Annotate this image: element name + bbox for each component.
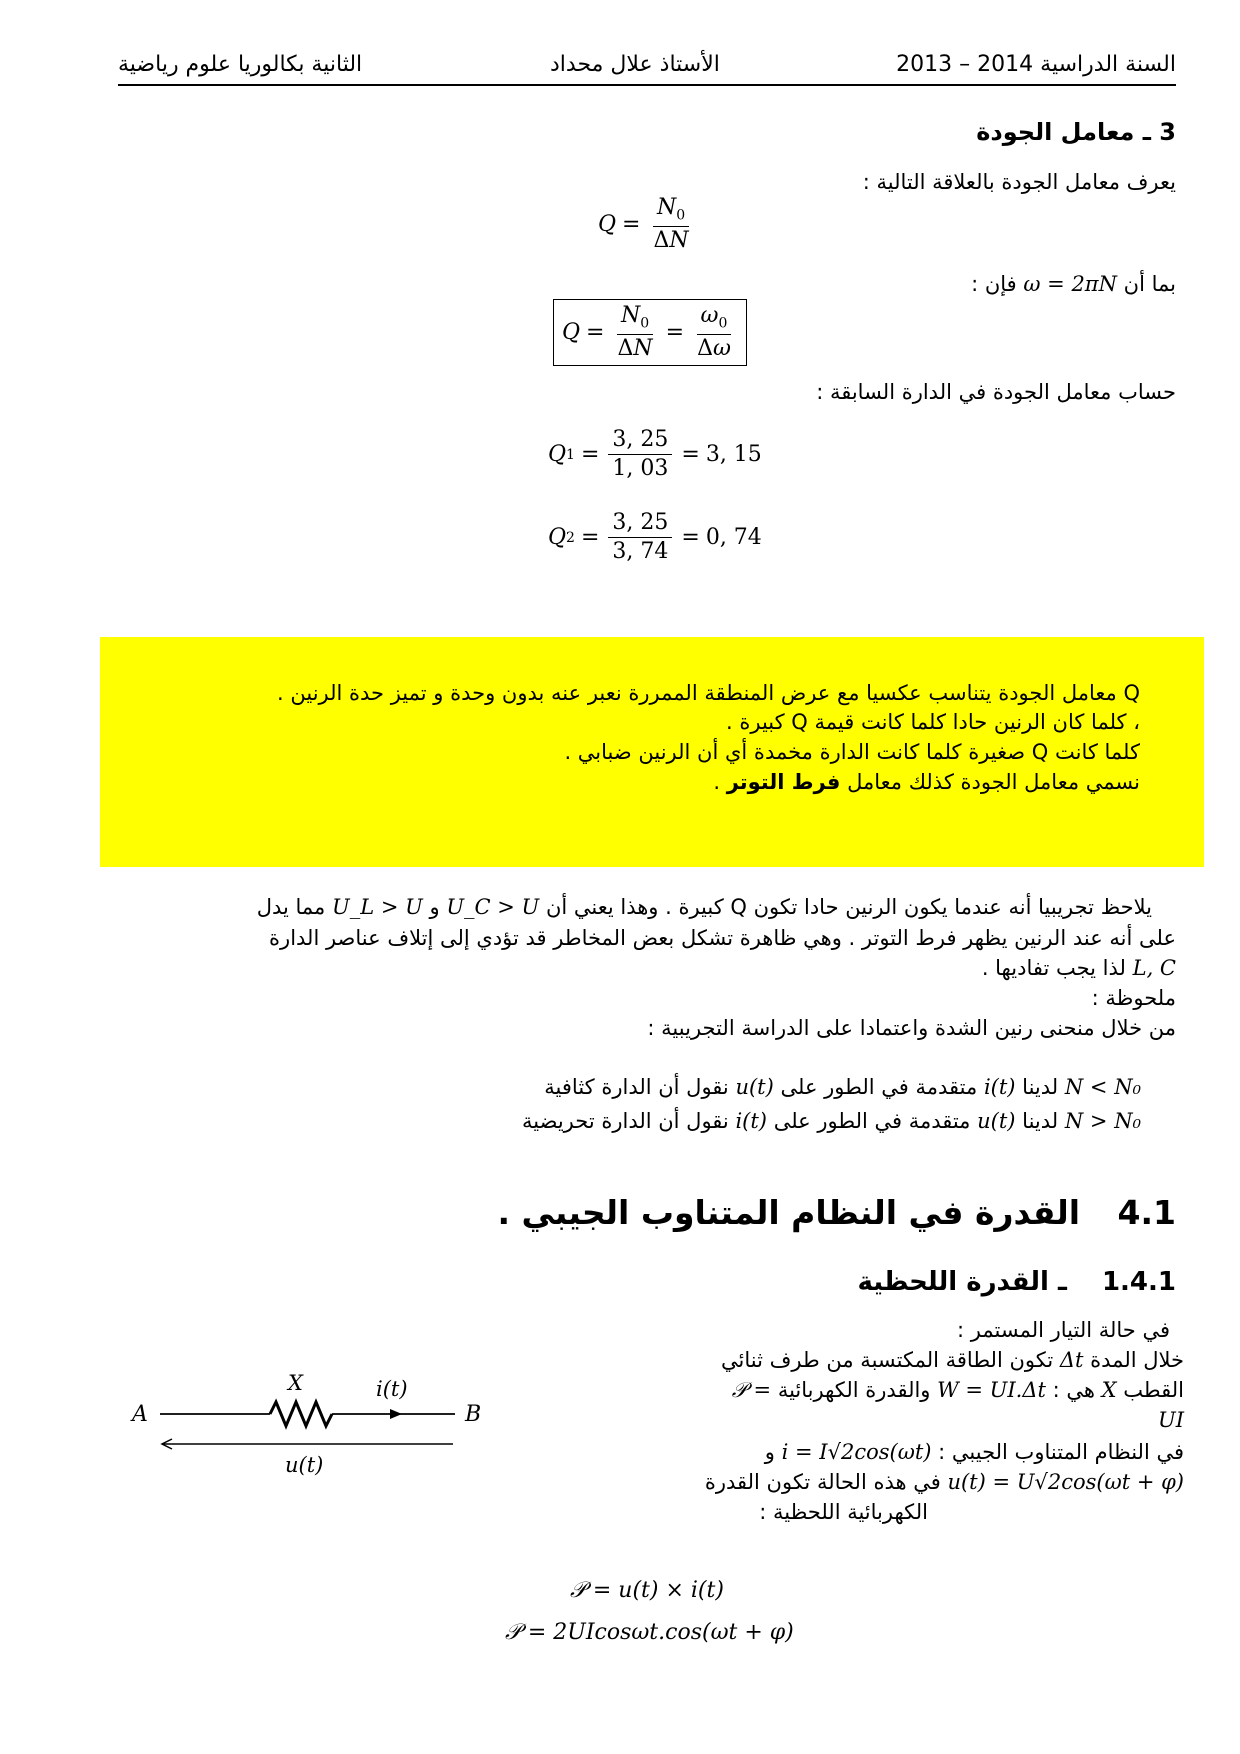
section-3-intro: يعرف معامل الجودة بالعلاقة التالية : bbox=[862, 170, 1176, 194]
q1-sub: 1 bbox=[566, 446, 575, 463]
circuit-label-i: i(t) bbox=[376, 1377, 408, 1401]
dc-l2-math: Δt bbox=[1059, 1348, 1084, 1372]
q2-equation: Q 2 = $\frac{3, 25}{3, 74}$ = 0, 74 bbox=[548, 510, 762, 565]
dc-l2-post: تكون الطاقة المكتسبة من طرف ثنائي bbox=[721, 1348, 1054, 1372]
case-2 bbox=[522, 1109, 1141, 1133]
power-eq-2-text: 𝒫 = 2UIcosωt.cos(ωt + φ) bbox=[505, 1620, 794, 1645]
ac-l5-post: و bbox=[764, 1440, 775, 1464]
paragraph-line-3 bbox=[982, 956, 1176, 980]
section-1-4-1-heading bbox=[857, 1267, 1176, 1297]
since-pre: بما أن bbox=[1123, 272, 1176, 296]
highlight-box bbox=[100, 637, 1204, 867]
note-intro: من خلال منحنى رنين الشدة واعتمادا على الدراسة التجريبية : bbox=[647, 1016, 1176, 1040]
circuit-label-b: B bbox=[465, 1402, 482, 1427]
q1-result: 3, 15 bbox=[705, 442, 762, 468]
dc-line-3 bbox=[732, 1378, 1184, 1403]
note-label: ملحوظة : bbox=[1091, 986, 1176, 1010]
ac-line-1 bbox=[765, 1440, 1184, 1464]
circuit-label-u: u(t) bbox=[285, 1453, 324, 1477]
para-l1-and: و bbox=[429, 895, 440, 919]
paragraph-line-2: على أنه عند الرنين يظهر فرط التوتر . وهي ظاهرة تشكل بعض المخاطر قد تؤدي إلى إتلاف عناصر الدارة bbox=[269, 926, 1176, 950]
since-math: ω = 2πN bbox=[1023, 272, 1117, 296]
case2-m1: N > N₀ bbox=[1064, 1109, 1141, 1133]
section-4-1-heading bbox=[498, 1193, 1176, 1232]
dc-l3-pre: القطب bbox=[1123, 1378, 1184, 1402]
circuit-label-a: A bbox=[132, 1402, 148, 1427]
case2-c: نقول أن الدارة تحريضية bbox=[522, 1109, 729, 1133]
case1-m1: N < N₀ bbox=[1064, 1075, 1141, 1099]
power-equation-1 bbox=[570, 1578, 724, 1603]
dc-line-2 bbox=[721, 1348, 1184, 1372]
q1-equation: Q 1 = $\frac{3, 25}{1, 03}$ = 3, 15 bbox=[548, 427, 762, 482]
ac-l5-math: i = I√2cos(ωt) bbox=[781, 1440, 932, 1464]
q1-den: 1, 03 bbox=[612, 456, 669, 482]
para-l1-a: يلاحظ تجريبيا أنه عندما يكون الرنين حادا تكون Q كبيرة . وهذا يعني أن bbox=[545, 895, 1152, 919]
case1-a: لدينا bbox=[1022, 1075, 1059, 1099]
para-l1-b: مما يدل bbox=[256, 895, 326, 919]
q1-num: 3, 25 bbox=[608, 428, 672, 455]
dc-l3-post: والقدرة الكهربائية bbox=[777, 1378, 931, 1402]
ac-line-3: الكهربائية اللحظية : bbox=[759, 1500, 928, 1524]
case1-c: نقول أن الدارة كثافية bbox=[544, 1075, 729, 1099]
case1-b: متقدمة في الطور على bbox=[780, 1075, 978, 1099]
case2-b: متقدمة في الطور على bbox=[773, 1109, 971, 1133]
q1-lhs: Q bbox=[548, 442, 567, 468]
dc-l3-mid: هي : bbox=[1052, 1378, 1095, 1402]
dc-l3-m1: X bbox=[1101, 1378, 1117, 1402]
header-class: الثانية بكالوريا علوم رياضية bbox=[118, 52, 363, 77]
q2-num: 3, 25 bbox=[608, 511, 672, 538]
since-post: فإن : bbox=[971, 272, 1017, 296]
circuit-diagram bbox=[120, 1362, 500, 1482]
case2-a: لدينا bbox=[1022, 1109, 1059, 1133]
para-l3-math: L, C bbox=[1132, 956, 1176, 980]
dc-intro: في حالة التيار المستمر : bbox=[957, 1318, 1170, 1342]
highlight-line-4-bold: فرط التوتر bbox=[726, 770, 841, 794]
resistor-icon bbox=[270, 1402, 332, 1426]
para-l1-m1: U_C > U bbox=[446, 895, 540, 919]
circuit-label-x: X bbox=[288, 1371, 303, 1395]
dc-line-4 bbox=[1158, 1408, 1184, 1432]
dc-l3-m3: 𝒫 = bbox=[731, 1378, 772, 1402]
q2-sub: 2 bbox=[566, 529, 575, 546]
case2-m2: u(t) bbox=[977, 1109, 1016, 1133]
current-arrow-icon bbox=[390, 1409, 402, 1419]
highlight-line-4-pre: نسمي معامل الجودة كذلك معامل bbox=[847, 770, 1140, 794]
quality-boxed-formula: Q = $\frac{N_0}{\Delta N}$ = $\frac{\omega_0}{\Delta\omega}$ bbox=[553, 299, 747, 366]
dc-l3-m2: W = UI.Δt bbox=[937, 1378, 1046, 1402]
highlight-line-3: كلما كانت Q صغيرة كلما كانت الدارة مخمدة أي أن الرنين ضبابي . bbox=[564, 740, 1140, 764]
para-l1-m2: U_L > U bbox=[332, 895, 423, 919]
highlight-line-4 bbox=[713, 770, 1140, 794]
power-eq-1-text: 𝒫 = u(t) × i(t) bbox=[570, 1578, 724, 1603]
case-1 bbox=[544, 1075, 1141, 1099]
dc-l4-math: UI bbox=[1158, 1408, 1184, 1432]
section-1-4-1-title: ـ القدرة اللحظية bbox=[857, 1267, 1067, 1297]
section-4-1-title: القدرة في النظام المتناوب الجيبي . bbox=[497, 1193, 1081, 1232]
q2-den: 3, 74 bbox=[612, 539, 669, 565]
case1-m3: u(t) bbox=[735, 1075, 774, 1099]
section-3-title: 3 ـ معامل الجودة bbox=[976, 118, 1176, 146]
ac-l6-post: في هذه الحالة تكون القدرة bbox=[704, 1470, 941, 1494]
power-equation-2 bbox=[505, 1620, 794, 1645]
q2-lhs: Q bbox=[548, 525, 567, 551]
highlight-line-2: ، كلما كان الرنين حادا كلما كانت قيمة Q كبيرة . bbox=[726, 710, 1140, 734]
section-4-1-number: 4.1 bbox=[1117, 1193, 1176, 1232]
section-1-4-1-number: 1.4.1 bbox=[1101, 1267, 1176, 1297]
header-teacher: الأستاذ علال محداد bbox=[550, 52, 720, 77]
para-l3-text: لذا يجب تفاديها . bbox=[981, 956, 1126, 980]
highlight-line-1: Q معامل الجودة يتناسب عكسيا مع عرض المنطقة الممررة نعبر عنه بدون وحدة و تميز حدة الرنين . bbox=[277, 681, 1140, 705]
page-header bbox=[118, 48, 1176, 86]
header-year: السنة الدراسية 2014 – 2013 bbox=[896, 52, 1176, 77]
ac-l5-pre: في النظام المتناوب الجيبي : bbox=[938, 1440, 1184, 1464]
highlight-line-4-post: . bbox=[713, 770, 727, 794]
paragraph-line-1 bbox=[118, 895, 1176, 919]
case1-m2: i(t) bbox=[983, 1075, 1016, 1099]
since-line bbox=[971, 272, 1176, 296]
case2-m3: i(t) bbox=[735, 1109, 767, 1133]
ac-l6-math: u(t) = U√2cos(ωt + φ) bbox=[947, 1470, 1184, 1494]
ac-line-2 bbox=[705, 1470, 1184, 1494]
dc-l2-pre: خلال المدة bbox=[1090, 1348, 1184, 1372]
quality-formula: Q = $\frac{N_0}{\Delta N}$ bbox=[598, 195, 689, 253]
calc-intro: حساب معامل الجودة في الدارة السابقة : bbox=[816, 380, 1176, 404]
q2-result: 0, 74 bbox=[705, 525, 762, 551]
